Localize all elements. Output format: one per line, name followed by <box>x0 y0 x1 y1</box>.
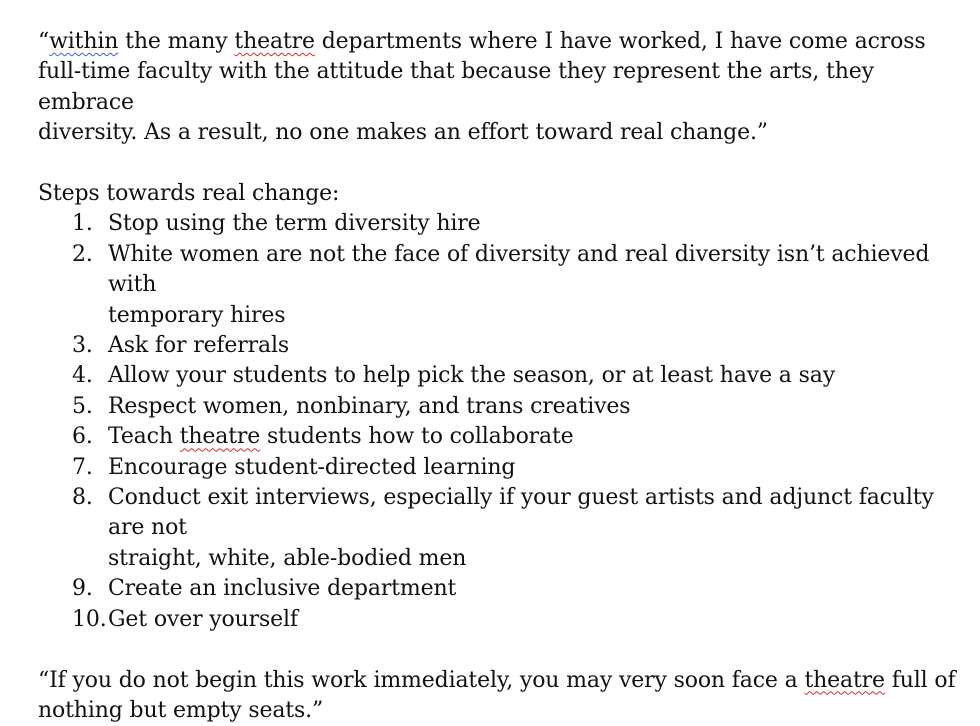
quote-line-2: full-time faculty with the attitude that because they represent the arts, they embrace <box>38 59 874 114</box>
closing-quote-line-2: nothing but empty seats.” <box>38 698 323 723</box>
list-item-text: Ask for referrals <box>108 333 289 358</box>
paragraph-spacer <box>38 149 968 179</box>
list-item-number: 1. <box>72 209 108 239</box>
spellcheck-flagged-word-theatre[interactable]: theatre <box>180 424 260 449</box>
grammar-flagged-word-within[interactable]: within <box>49 29 118 54</box>
steps-list <box>38 209 968 635</box>
list-item-text: Create an inclusive department <box>108 576 456 601</box>
list-item <box>38 361 968 391</box>
spellcheck-flagged-word-theatre[interactable]: theatre <box>234 29 314 54</box>
list-item-number: 2. <box>72 240 108 270</box>
list-item-text: Stop using the term diversity hire <box>108 211 481 236</box>
list-item <box>38 574 968 604</box>
list-item-text-segment: students how to collaborate <box>260 424 573 449</box>
list-item-number: 5. <box>72 392 108 422</box>
list-item <box>38 422 968 452</box>
list-item <box>38 209 968 239</box>
list-item-number: 3. <box>72 331 108 361</box>
list-item-number: 9. <box>72 574 108 604</box>
list-item <box>38 240 968 331</box>
list-item <box>38 483 968 574</box>
list-item-number: 6. <box>72 422 108 452</box>
quote-text-segment: the many <box>118 29 234 54</box>
list-item <box>38 605 968 635</box>
document-page <box>38 27 968 726</box>
list-item-text: Get over yourself <box>108 607 298 632</box>
list-item-number: 10. <box>72 605 108 635</box>
opening-quote-mark: “ <box>38 29 49 54</box>
list-item-text-continued: temporary hires <box>108 303 285 328</box>
list-item <box>38 453 968 483</box>
quote-text-segment: departments where I have worked, I have come across <box>315 29 926 54</box>
spellcheck-flagged-word-theatre[interactable]: theatre <box>804 668 884 693</box>
list-item-text: White women are not the face of diversity and real diversity isn’t achieved with <box>108 242 929 297</box>
opening-quote-paragraph <box>38 27 968 149</box>
list-item-number: 8. <box>72 483 108 513</box>
list-item-text-segment: Teach <box>108 424 180 449</box>
steps-heading: Steps towards real change: <box>38 179 968 209</box>
closing-quote-segment: full of <box>885 668 956 693</box>
list-item-number: 7. <box>72 453 108 483</box>
paragraph-spacer <box>38 635 968 665</box>
closing-quote-segment: “If you do not begin this work immediately, you may very soon face a <box>38 668 804 693</box>
list-item-text-continued: straight, white, able-bodied men <box>108 546 466 571</box>
list-item-text: Encourage student-directed learning <box>108 455 515 480</box>
list-item <box>38 331 968 361</box>
list-item-text: Allow your students to help pick the season, or at least have a say <box>108 363 835 388</box>
list-item <box>38 392 968 422</box>
list-item-text: Respect women, nonbinary, and trans creatives <box>108 394 630 419</box>
quote-line-3: diversity. As a result, no one makes an effort toward real change.” <box>38 120 768 145</box>
list-item-number: 4. <box>72 361 108 391</box>
list-item-text: Conduct exit interviews, especially if your guest artists and adjunct faculty are not <box>108 485 934 540</box>
